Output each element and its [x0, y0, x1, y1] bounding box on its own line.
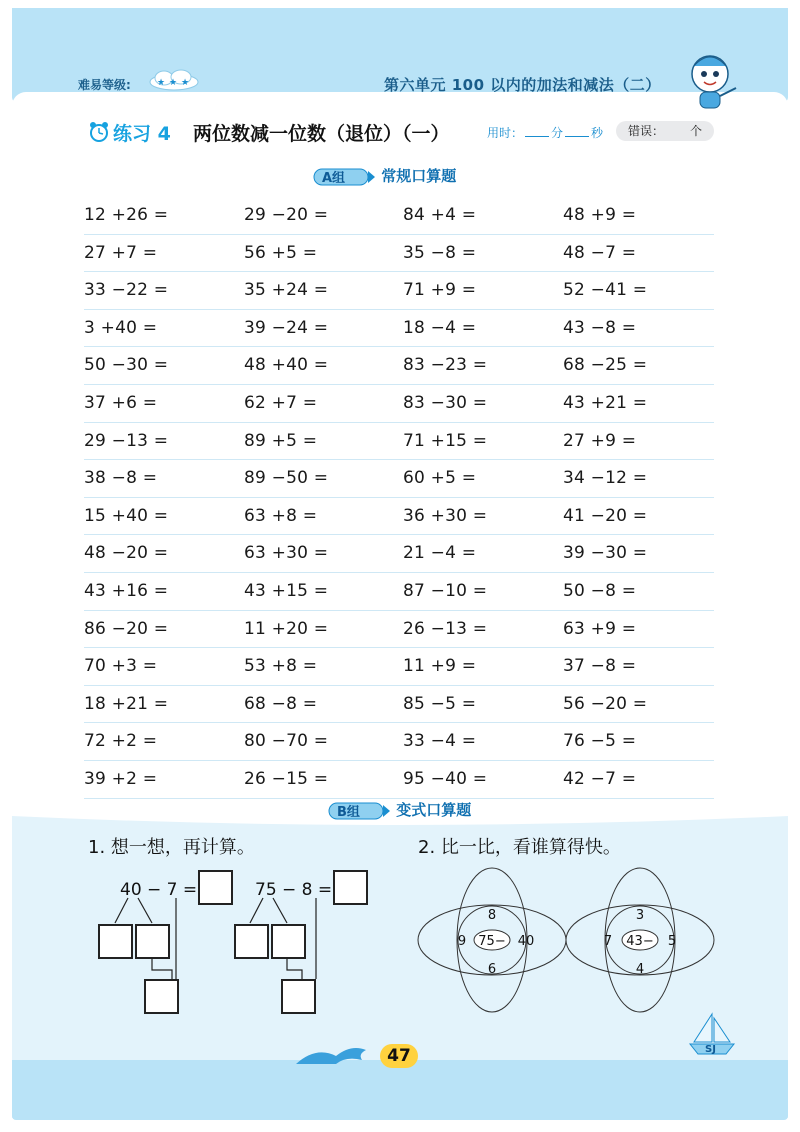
question-2-text: 2. 比一比，看谁算得快。: [418, 837, 621, 858]
problem-item: 33 −4 =: [403, 731, 477, 752]
problem-item: 29 −13 =: [84, 430, 169, 451]
problem-item: 37 +6 =: [84, 392, 158, 413]
problem-item: 50 −30 =: [84, 355, 169, 376]
q2-flower-2-top: 3: [635, 908, 645, 923]
problem-item: 15 +40 =: [84, 505, 169, 526]
minute-label: 分: [551, 126, 564, 140]
wave-icon: [296, 1042, 376, 1068]
error-unit: 个: [690, 124, 703, 138]
problem-item: 43 −8 =: [563, 317, 637, 338]
problem-row: [84, 310, 714, 348]
second-label: 秒: [591, 126, 604, 140]
q2-flower-2-bottom: 4: [635, 962, 645, 977]
problem-item: 48 −20 =: [84, 543, 169, 564]
problem-item: 71 +9 =: [403, 280, 477, 301]
problem-item: 56 −20 =: [563, 693, 648, 714]
problem-item: 48 −7 =: [563, 242, 637, 263]
problem-item: 37 −8 =: [563, 656, 637, 677]
problem-item: 34 −12 =: [563, 468, 648, 489]
problem-grid: [84, 197, 714, 799]
problem-item: 29 −20 =: [244, 205, 329, 225]
problem-item: 39 +2 =: [84, 768, 158, 789]
problem-item: 89 −50 =: [244, 468, 329, 489]
q1-expression-1: 40 − 7 =: [120, 880, 198, 900]
q2-flower-2-left: 7: [603, 934, 613, 949]
problem-item: 3 +40 =: [84, 317, 158, 338]
group-b-badge-text: B组: [337, 804, 360, 820]
problem-row: [84, 761, 714, 799]
q2-flower-1-bottom: 6: [487, 962, 497, 977]
boat-label: SJ: [705, 1044, 716, 1055]
mascot-icon: [680, 48, 742, 114]
problem-item: 62 +7 =: [244, 392, 318, 413]
problem-item: 80 −70 =: [244, 731, 329, 752]
footer-band: [12, 1060, 788, 1120]
problem-item: 18 +21 =: [84, 693, 169, 714]
problem-row: [84, 648, 714, 686]
problem-item: 50 −8 =: [563, 580, 637, 601]
q2-flower-2-center: 43−: [626, 934, 654, 949]
problem-item: 63 +9 =: [563, 618, 637, 639]
problem-item: 42 −7 =: [563, 768, 637, 789]
problem-row: [84, 423, 714, 461]
unit-title: 第六单元 100 以内的加法和减法（二）: [384, 76, 661, 94]
problem-item: 84 +4 =: [403, 205, 477, 225]
problem-item: 83 −23 =: [403, 355, 488, 376]
problem-row: [84, 385, 714, 423]
problem-row: [84, 535, 714, 573]
q2-flower-1-top: 8: [487, 908, 497, 923]
problem-item: 70 +3 =: [84, 656, 158, 677]
problem-row: [84, 272, 714, 310]
problem-item: 12 +26 =: [84, 205, 169, 225]
problem-item: 39 −30 =: [563, 543, 648, 564]
group-a-crayon-badge: [312, 166, 376, 188]
svg-text:★: ★: [157, 78, 166, 88]
problem-item: 48 +40 =: [244, 355, 329, 376]
sailboat-icon: [686, 1012, 738, 1060]
group-a-badge-text: A组: [322, 170, 346, 186]
minutes-blank[interactable]: [525, 126, 549, 137]
group-b-crayon-badge: [327, 800, 391, 822]
problem-item: 43 +15 =: [244, 580, 329, 601]
svg-text:★: ★: [169, 78, 178, 88]
page-number: 47: [380, 1044, 418, 1068]
q2-flower-1-left: 9: [457, 934, 467, 949]
q2-flower-1-center: 75−: [478, 934, 506, 949]
problem-item: 35 +24 =: [244, 280, 329, 301]
alarm-clock-icon: [88, 121, 110, 143]
exercise-label: 练习 4: [113, 123, 171, 145]
error-label: 错误：: [628, 124, 665, 138]
time-used-field: [487, 124, 603, 141]
problem-row: [84, 611, 714, 649]
exercise-title: 两位数减一位数（退位）（一）: [193, 123, 450, 145]
problem-item: 53 +8 =: [244, 656, 318, 677]
problem-item: 48 +9 =: [563, 205, 637, 225]
problem-item: 63 +8 =: [244, 505, 318, 526]
problem-row: [84, 686, 714, 724]
problem-item: 52 −41 =: [563, 280, 648, 301]
q2-flower-1: [418, 868, 566, 1012]
problem-row: [84, 723, 714, 761]
group-a-title: 常规口算题: [381, 167, 457, 185]
problem-item: 33 −22 =: [84, 280, 169, 301]
q2-flower-2-right: 5: [667, 934, 677, 949]
problem-item: 76 −5 =: [563, 731, 637, 752]
problem-item: 41 −20 =: [563, 505, 648, 526]
problem-item: 27 +9 =: [563, 430, 637, 451]
problem-item: 26 −15 =: [244, 768, 329, 789]
q1-expression-2: 75 − 8 =: [255, 880, 333, 900]
problem-item: 43 +21 =: [563, 392, 648, 413]
q2-flower-diagrams: [410, 862, 730, 1022]
difficulty-label: 难易等级:: [78, 78, 131, 92]
problem-item: 36 +30 =: [403, 505, 488, 526]
problem-item: 35 −8 =: [403, 242, 477, 263]
q1-split-lines: [90, 895, 350, 1005]
problem-item: 18 −4 =: [403, 317, 477, 338]
svg-text:★: ★: [181, 78, 190, 88]
difficulty-stars-icon: [148, 69, 200, 91]
problem-item: 86 −20 =: [84, 618, 169, 639]
question-1-text: 1. 想一想，再计算。: [88, 837, 255, 858]
time-label: 用时：: [487, 126, 524, 140]
problem-item: 63 +30 =: [244, 543, 329, 564]
problem-item: 38 −8 =: [84, 468, 158, 489]
problem-row: [84, 197, 714, 235]
problem-item: 68 −8 =: [244, 693, 318, 714]
error-count-box[interactable]: [616, 121, 714, 141]
group-b-header: [327, 799, 471, 822]
problem-item: 11 +9 =: [403, 656, 477, 677]
q2-flower-1-right: 40: [517, 934, 535, 949]
problem-item: 11 +20 =: [244, 618, 329, 639]
group-b-title: 变式口算题: [396, 801, 472, 819]
problem-item: 68 −25 =: [563, 355, 648, 376]
seconds-blank[interactable]: [565, 126, 589, 137]
problem-item: 60 +5 =: [403, 468, 477, 489]
q2-flower-2: [566, 868, 714, 1012]
problem-item: 95 −40 =: [403, 768, 488, 789]
problem-item: 27 +7 =: [84, 242, 158, 263]
problem-row: [84, 235, 714, 273]
problem-item: 72 +2 =: [84, 731, 158, 752]
problem-item: 26 −13 =: [403, 618, 488, 639]
problem-item: 89 +5 =: [244, 430, 318, 451]
problem-item: 56 +5 =: [244, 242, 318, 263]
problem-item: 21 −4 =: [403, 543, 477, 564]
problem-row: [84, 498, 714, 536]
problem-row: [84, 347, 714, 385]
problem-item: 43 +16 =: [84, 580, 169, 601]
problem-item: 71 +15 =: [403, 430, 488, 451]
problem-item: 87 −10 =: [403, 580, 488, 601]
problem-row: [84, 573, 714, 611]
problem-item: 83 −30 =: [403, 392, 488, 413]
problem-item: 39 −24 =: [244, 317, 329, 338]
problem-item: 85 −5 =: [403, 693, 477, 714]
problem-row: [84, 460, 714, 498]
group-a-header: [312, 165, 456, 188]
